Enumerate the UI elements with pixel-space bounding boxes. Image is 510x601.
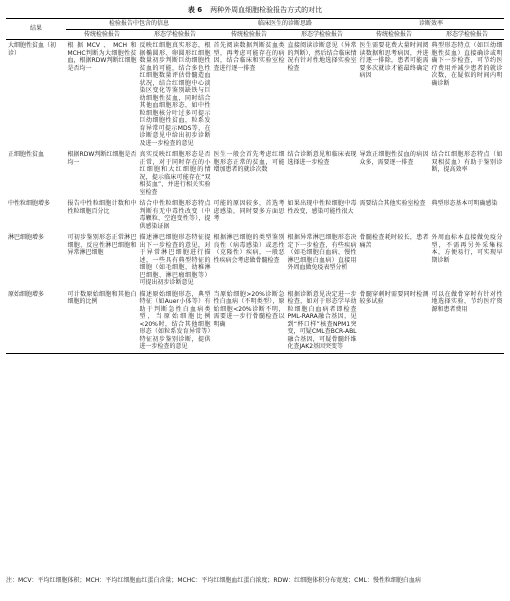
table-cell: 根据MCV、MCH和MCHC判断为大细胞性贫血，根据RDW判断红细胞是否均一 — [67, 42, 137, 72]
table-row — [6, 232, 504, 289]
table-cell: 当原始细胞>20%诊断急性白血病（不明类型），原始细胞<20%诊断不明，需要进一步行骨髓检查以明确 — [212, 289, 286, 354]
table-cell: 可能的原因较多，首选考虑感染，同时要多方面思考 — [213, 200, 285, 222]
table-cell: 可以在做骨穿时有针对性地选择实验，节约医疗资源和患者费用 — [430, 289, 504, 354]
subheader-morphology: 形态学检验报告 — [430, 29, 504, 40]
subheader-morphology: 形态学检验报告 — [138, 29, 212, 40]
table-row — [6, 289, 504, 354]
table-cell: 可计数原始细胞和其他白细胞的比例 — [66, 289, 138, 354]
table-cell: 描述原始细胞形态，典型特征（如Auer小体等）有助于判断急性白血病类型，当原始细胞比例<20%时，结合其他细胞形态（如粒系发育异常等）特征初步鉴别诊断，提供进一步检查的意见 — [138, 289, 212, 354]
table-number: 表 6 — [187, 6, 203, 14]
table-cell: 导致正细胞性贫血的病因众多，需要逐一排查 — [359, 151, 429, 166]
table-cell: 典型形态基本可明确感染 — [431, 200, 498, 207]
row-name: 淋巴细胞增多 — [8, 234, 45, 241]
table-cell: 首先阅读数据判断贫血类型，再考虑可能存在的病因，结合临床和实验室检查进行逐一排查 — [213, 42, 285, 72]
comparison-table — [6, 18, 504, 354]
table-cell: 需要结合其他实验室检查 — [359, 200, 426, 207]
table-cell: 典型形态特点（如巨幼细胞性贫血）直接确诊或明确下一步检查，可节约医疗费用并减少患者的就诊次数，在疑似的时间内明确诊断 — [431, 42, 503, 87]
table-cell: 真实反映红细胞形态是否正常，对于同时存在的小红细胞和大红细胞的情况，提示临床可能存在“双相贫血”，并进行相关实验室检查 — [139, 151, 211, 196]
table-cell: 根据诊断意见决定进一步检查，如对于形态学早幼粒细胞白血病者即检查PML-RARA融合基因，见到“杯口样”核查NPM1突变，可疑CML查BCR-ABL融合基因，可疑骨髓纤维化查JAK2基因突变等 — [286, 289, 358, 354]
table-cell: 结合诊断意见和临床表现选择进一步检查 — [287, 151, 357, 166]
table-cell: 报告中性粒细胞计数和中性粒细胞百分比 — [67, 200, 137, 215]
header-efficiency: 诊断效率 — [358, 19, 504, 30]
table-caption: 两种外周血细胞检验报告方式的对比 — [210, 6, 323, 14]
table-cell: 外周血标本直接做免疫分型，不需再另外采集标本，方便易行，可实现早期诊断 — [431, 234, 503, 264]
row-name: 正细胞性贫血 — [8, 151, 45, 158]
table-cell: 根据RDW判断红细胞是否均一 — [67, 151, 137, 166]
row-name: 大细胞性贫血（初诊） — [8, 42, 57, 57]
header-clinical-thinking: 临床医生的诊断思路 — [212, 19, 358, 30]
table-row — [6, 198, 504, 232]
table-title — [0, 4, 510, 16]
table-cell: 根据淋巴细胞的类型鉴别良性（病毒感染）或恶性（克隆性）疾病，一般恶性疾病会考虑做骨髓检查 — [213, 234, 285, 264]
table-cell: 可初步鉴别形态正常淋巴细胞、反应性淋巴细胞和异常淋巴细胞 — [67, 234, 137, 256]
subheader-traditional: 传统检验报告 — [212, 29, 286, 40]
table-cell: 描述淋巴细胞形态特征提出下一步检查的意见，对于异常淋巴细胞进行描述，一些具有典型特征的细胞（如毛细胞、幼稚淋巴细胞、淋巴瘤细胞等）可提出初步诊断意见 — [139, 234, 211, 286]
row-name: 原始细胞增多 — [6, 289, 66, 354]
table-cell: 根据异常淋巴细胞形态决定下一步检查，有些疾病（如毛细胞白血病、慢性淋巴细胞白血病）直接用外周血做免疫表型分析 — [287, 234, 357, 271]
table-row — [6, 40, 504, 150]
table-cell: 反映红细胞真实形态，根据椭圆形、卵圆形红细胞数量初步判断巨幼细胞性贫血的可能，结合多色性红细胞数量评估骨髓造血状况，结合红细胞中心淡染区变化等鉴别缺铁与巨幼细胞性贫血，同时结合其他血细胞形态，如中性粒细胞核分叶过多可提示巨幼细胞性贫血，粒系发育异常可提示MDS等，在诊断意见中给出初步诊断及进一步检查的意见 — [139, 42, 211, 147]
subheader-morphology: 形态学检验报告 — [286, 29, 358, 40]
table-cell: 直接阅读诊断意见（异常的判断），然后结合临床情况有针对性地选择实验室检查 — [287, 42, 357, 72]
subheader-traditional: 传统检验报告 — [358, 29, 430, 40]
table-cell: 医生需要花费大量时间阅读数据和思考病因，并进行逐一排除，患者可能需要多次就诊才能最终确定病因 — [359, 42, 429, 79]
table-cell: 结合红细胞形态特点（如双相贫血）有助于鉴别诊断，提高效率 — [431, 151, 503, 173]
row-name: 中性粒细胞增多 — [8, 200, 51, 207]
table-cell: 医生一般会首先考虑红细胞形态正常的贫血，可能增加患者的就诊次数 — [213, 151, 285, 173]
table-cell: 骨髓检查耗时较长，患者痛苦 — [359, 234, 429, 249]
table-cell: 结合中性粒细胞形态特点判断有无中毒性改变（中毒颗粒、空泡变性等），提供感染证据 — [139, 200, 211, 230]
header-result: 结果 — [6, 19, 66, 40]
table-cell: 如果出现中性粒细胞中毒性改变，感染可能性很大 — [287, 200, 357, 215]
table-footnote: 注：MCV：平均红细胞体积；MCH：平均红细胞血红蛋白含量；MCHC：平均红细胞血红蛋白浓度；RDW：红细胞体积分布宽度；CML：慢性粒细胞白血病 — [6, 577, 421, 584]
subheader-traditional: 传统检验报告 — [66, 29, 138, 40]
header-report-info: 检验报告中包含的信息 — [66, 19, 212, 30]
table-cell: 骨髓穿刺时需要同时检测较多试验 — [358, 289, 430, 354]
table-row — [6, 149, 504, 198]
